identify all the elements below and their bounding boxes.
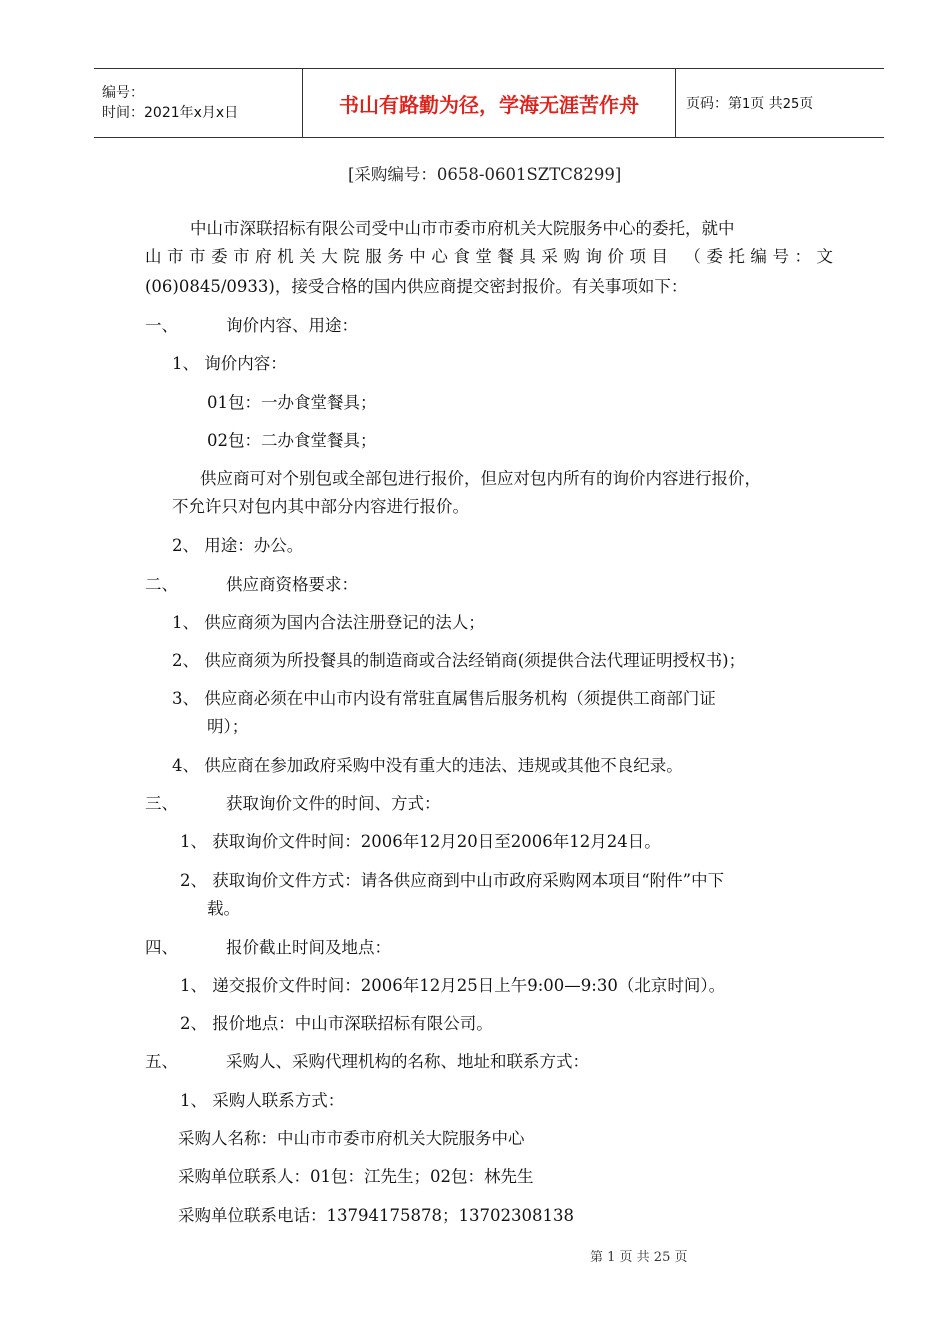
page-number: 1: [742, 97, 751, 112]
intro-line-1: 中山市深联招标有限公司受中山市市委市府机关大院服务中心的委托，就中: [190, 219, 735, 238]
purchaser-name: 采购人名称：中山市市委市府机关大院服务中心: [178, 1129, 525, 1148]
section-1-item-2: 2、 用途：办公。: [172, 536, 304, 555]
section-5-title: 采购人、采购代理机构的名称、地址和联系方式：: [226, 1052, 589, 1071]
section-5-item-1: 1、 采购人联系方式：: [180, 1091, 345, 1110]
intro-line-3: (06)0845/0933)，接受合格的国内供应商提交密封报价。有关事项如下：: [145, 277, 688, 296]
section-1-title: 询价内容、用途：: [226, 316, 358, 335]
page-suffix: 页: [799, 96, 814, 112]
header-table: [94, 68, 884, 138]
section-2-item-4: 4、 供应商在参加政府采购中没有重大的违法、违规或其他不良纪录。: [172, 756, 683, 775]
section-1-number: 一、: [145, 316, 178, 335]
section-3-item-2-line-1: 2、 获取询价文件方式：请各供应商到中山市政府采购网本项目“附件”中下: [180, 871, 725, 890]
purchaser-contact: 采购单位联系人：01包：江先生；02包：林先生: [178, 1167, 534, 1186]
section-2-title: 供应商资格要求：: [226, 575, 358, 594]
section-1-note-line-1: 供应商可对个别包或全部包进行报价，但应对包内所有的询价内容进行报价，: [200, 469, 761, 488]
intro-line-2: 山市市委市府机关大院服务中心食堂餐具采购询价项目 （委托编号：文: [145, 247, 833, 266]
section-2-item-3-line-2: 明）；: [207, 717, 249, 736]
header-motto: [303, 69, 676, 137]
section-2-item-2: 2、 供应商须为所投餐具的制造商或合法经销商(须提供合法代理证明授权书)；: [172, 651, 746, 670]
header-meta: [94, 69, 303, 137]
page-prefix: 页码：第: [686, 96, 742, 112]
section-3-item-2-line-2: 载。: [207, 899, 240, 918]
section-2-heading: [145, 574, 358, 596]
section-2-number: 二、: [145, 575, 178, 594]
section-1-item-1: 1、 询价内容：: [172, 354, 287, 373]
page-mid: 页 共: [750, 96, 783, 112]
section-4-number: 四、: [145, 938, 178, 957]
section-4-title: 报价截止时间及地点：: [226, 938, 391, 957]
section-2-item-1: 1、 供应商须为国内合法注册登记的法人；: [172, 613, 485, 632]
section-1-heading: [145, 315, 358, 337]
section-3-item-1: 1、 获取询价文件时间：2006年12月20日至2006年12月24日。: [180, 832, 661, 851]
procurement-ref-number: [采购编号：0658-0601SZTC8299]: [348, 165, 622, 184]
section-3-title: 获取询价文件的时间、方式：: [226, 794, 441, 813]
page-footer: 第 1 页 共 25 页: [590, 1250, 688, 1265]
section-4-item-1: 1、 递交报价文件时间：2006年12月25日上午9:00—9:30（北京时间）。: [180, 976, 726, 995]
section-3-heading: [145, 793, 441, 815]
section-4-item-2: 2、 报价地点：中山市深联招标有限公司。: [180, 1014, 493, 1033]
purchaser-phone: 采购单位联系电话：13794175878；13702308138: [178, 1206, 574, 1225]
page-total: 25: [782, 97, 800, 112]
doc-time-label: 时间：2021年x月x日: [102, 105, 239, 121]
section-3-number: 三、: [145, 794, 178, 813]
doc-number-label: 编号：: [102, 85, 144, 101]
section-2-item-3-line-1: 3、 供应商必须在中山市内设有常驻直属售后服务机构（须提供工商部门证: [172, 689, 716, 708]
header-page-info: [676, 69, 884, 137]
package-01: 01包：一办食堂餐具；: [207, 393, 377, 412]
section-4-heading: [145, 937, 391, 959]
section-1-note-line-2: 不允许只对包内其中部分内容进行报价。: [172, 497, 469, 516]
section-5-number: 五、: [145, 1052, 178, 1071]
package-02: 02包：二办食堂餐具；: [207, 431, 377, 450]
section-5-heading: [145, 1051, 589, 1073]
motto-text: 书山有路勤为径，学海无涯苦作舟: [339, 92, 639, 117]
